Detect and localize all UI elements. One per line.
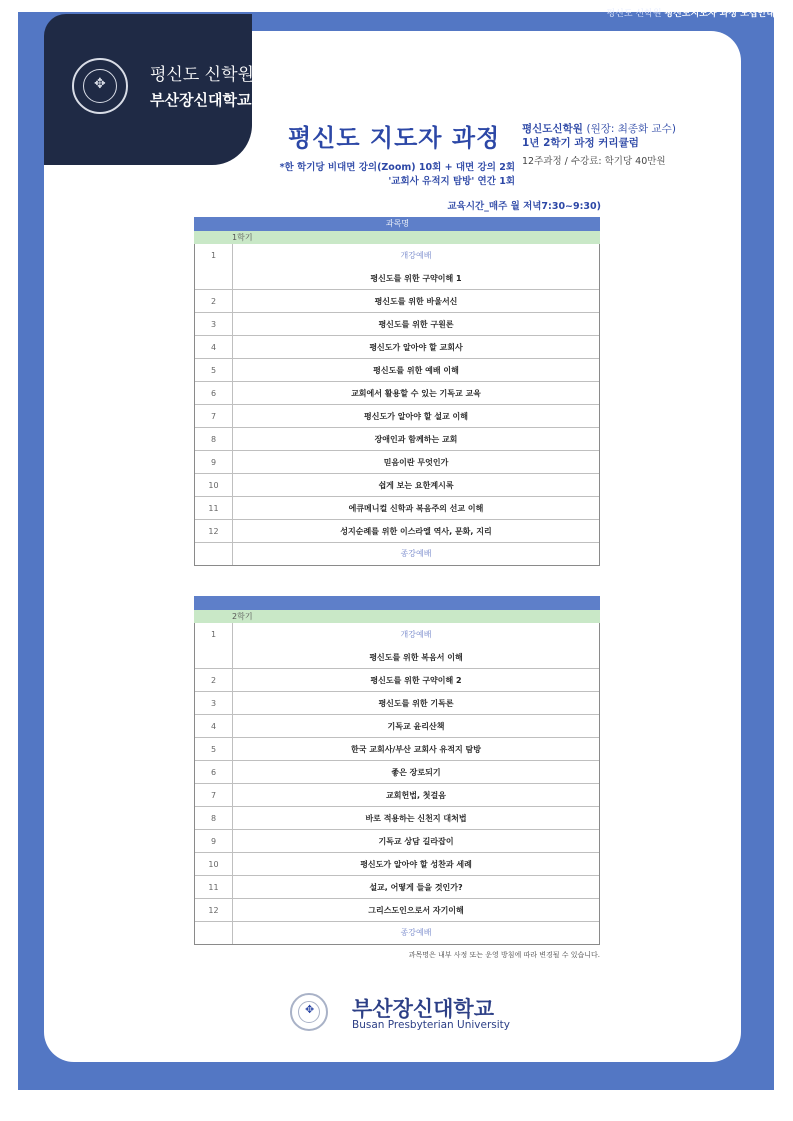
table-row	[195, 738, 599, 761]
table-row	[195, 290, 599, 313]
row-number: 1	[195, 244, 233, 289]
subject-name: 믿음이란 무엇인가	[383, 458, 449, 467]
row-number: 7	[195, 784, 233, 806]
table-row	[195, 474, 599, 497]
row-number: 5	[195, 359, 233, 381]
row-number: 12	[195, 899, 233, 921]
row-number: 11	[195, 497, 233, 519]
subject-name: 에큐메니컬 신학과 복음주의 선교 이해	[348, 504, 484, 513]
subject-name: 좋은 장로되기	[391, 768, 441, 777]
top-note-light: 평신도 신학원	[606, 9, 662, 19]
table-body	[195, 244, 599, 565]
subject-name: 장애인과 함께하는 교회	[374, 435, 458, 444]
table-row	[195, 405, 599, 428]
table-row	[195, 336, 599, 359]
table-row	[195, 382, 599, 405]
badge-institute-name: 평신도 신학원	[150, 65, 254, 85]
subject-name: 평신도를 위한 예배 이해	[373, 366, 459, 375]
subject-name: 평신도가 알아야 할 성찬과 세례	[360, 860, 472, 869]
university-seal-icon	[290, 993, 328, 1031]
title-side-line1	[522, 121, 676, 136]
director-label: (원장: 최종화 교수)	[586, 123, 676, 135]
table-row	[195, 784, 599, 807]
table-row	[195, 451, 599, 474]
row-number: 6	[195, 761, 233, 783]
semester-label: 2학기	[194, 610, 600, 623]
subject-name: 평신도를 위한 복음서 이해	[369, 653, 463, 662]
subject-name: 교회헌법, 첫걸음	[386, 791, 446, 800]
row-number: 4	[195, 715, 233, 737]
table-row	[195, 313, 599, 336]
school-seal-icon	[72, 58, 128, 114]
subject-name: 평신도를 위한 바울서신	[374, 297, 458, 306]
table-row	[195, 761, 599, 784]
table-row	[195, 428, 599, 451]
table-row	[195, 853, 599, 876]
subject-name: 교회에서 활용할 수 있는 기독교 교육	[351, 389, 481, 398]
semester1-table	[194, 217, 600, 566]
university-logo-english: Busan Presbyterian University	[352, 1019, 511, 1031]
lecture-note-line2: '교회사 유적지 탐방' 연간 1회	[388, 176, 515, 187]
disclaimer: 과목명은 내부 사정 또는 운영 방침에 따라 변경될 수 있습니다.	[408, 951, 600, 959]
top-note	[606, 6, 775, 19]
closing-row	[195, 922, 599, 944]
row-number: 12	[195, 520, 233, 542]
closing-service: 종강예배	[400, 928, 432, 937]
row-number: 3	[195, 692, 233, 714]
table-row	[195, 692, 599, 715]
row-number: 6	[195, 382, 233, 404]
row-number: 8	[195, 428, 233, 450]
seal-emblem-icon: ✥	[94, 76, 106, 92]
closing-row	[195, 543, 599, 565]
subject-name: 기독교 윤리산책	[387, 722, 445, 731]
table-row	[195, 623, 599, 669]
subject-name: 쉽게 보는 요한계시록	[378, 481, 454, 490]
opening-service: 개강예배	[400, 630, 432, 639]
opening-service: 개강예배	[400, 251, 432, 260]
subject-name: 그리스도인으로서 자기이해	[368, 906, 464, 915]
table-row	[195, 669, 599, 692]
row-number: 4	[195, 336, 233, 358]
schedule-line: 교육시간_매주 월 저녁7:30~9:30)	[447, 201, 601, 212]
table-row	[195, 520, 599, 543]
subject-name: 평신도를 위한 구약이해 1	[370, 274, 462, 283]
top-note-bold: 평신도지도자 과정 모집안내	[664, 9, 775, 19]
table-header: 과목명	[194, 217, 600, 231]
table-row	[195, 899, 599, 922]
table-row	[195, 497, 599, 520]
row-number: 7	[195, 405, 233, 427]
row-number: 10	[195, 853, 233, 875]
row-number-empty	[195, 543, 233, 565]
closing-service: 종강예배	[400, 549, 432, 558]
row-number: 2	[195, 290, 233, 312]
seal-emblem-icon: ✥	[305, 1003, 315, 1016]
semester-label: 1학기	[194, 231, 600, 244]
table-row	[195, 359, 599, 382]
row-number: 10	[195, 474, 233, 496]
subject-name: 바로 적용하는 신천지 대처법	[365, 814, 467, 823]
badge-university-name: 부산장신대학교	[150, 91, 252, 109]
subject-name: 평신도를 위한 구원론	[378, 320, 454, 329]
page-title: 평신도 지도자 과정	[288, 124, 501, 152]
semester2-table	[194, 596, 600, 945]
row-number: 11	[195, 876, 233, 898]
table-row	[195, 876, 599, 899]
table-body	[195, 623, 599, 944]
subject-name: 평신도를 위한 구약이해 2	[370, 676, 462, 685]
row-number: 2	[195, 669, 233, 691]
lecture-note-line1: *한 학기당 비대면 강의(Zoom) 10회 + 대면 강의 2회	[279, 162, 515, 173]
table-row	[195, 830, 599, 853]
row-number: 8	[195, 807, 233, 829]
course-fee-line: 12주과정 / 수강료: 학기당 40만원	[522, 156, 666, 167]
table-row	[195, 715, 599, 738]
row-number: 9	[195, 451, 233, 473]
title-side-line2: 1년 2학기 과정 커리큘럼	[522, 137, 639, 149]
institute-label: 평신도신학원	[522, 123, 583, 135]
row-number: 1	[195, 623, 233, 668]
row-number: 9	[195, 830, 233, 852]
subject-name: 성지순례를 위한 이스라엘 역사, 문화, 지리	[340, 527, 492, 536]
subject-name: 기독교 상담 길라잡이	[378, 837, 454, 846]
table-row	[195, 807, 599, 830]
subject-name: 평신도를 위한 기독론	[378, 699, 454, 708]
row-number-empty	[195, 922, 233, 944]
university-logo-korean: 부산장신대학교	[352, 997, 495, 1021]
table-header	[194, 596, 600, 610]
subject-name: 평신도가 알아야 할 교회사	[369, 343, 463, 352]
subject-name: 설교, 어떻게 들을 것인가?	[369, 883, 463, 892]
row-number: 3	[195, 313, 233, 335]
row-number: 5	[195, 738, 233, 760]
subject-name: 한국 교회사/부산 교회사 유적지 탐방	[351, 745, 481, 754]
table-row	[195, 244, 599, 290]
subject-name: 평신도가 알아야 할 설교 이해	[364, 412, 468, 421]
